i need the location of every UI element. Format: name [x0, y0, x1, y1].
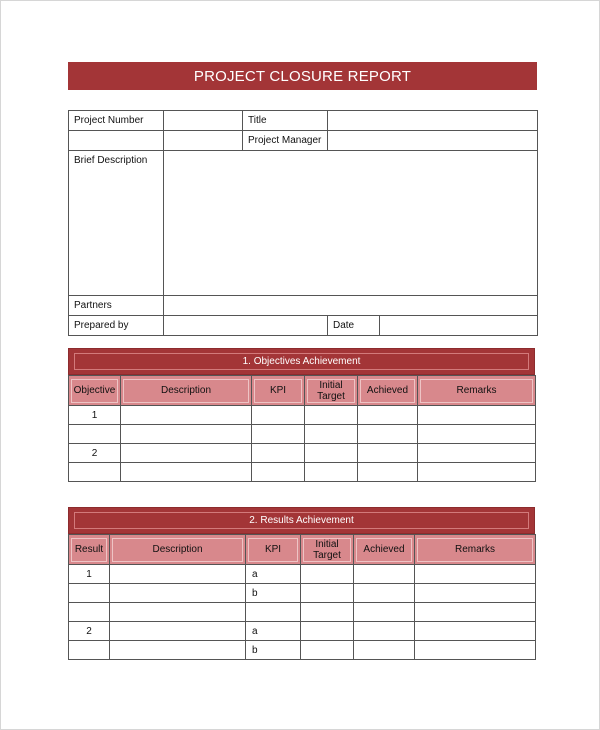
table-row [69, 444, 536, 463]
project-manager-field[interactable] [328, 131, 538, 151]
col-initial-target: Initial Target [301, 535, 354, 565]
objectives-section [68, 348, 535, 482]
col-kpi: KPI [252, 376, 305, 406]
col-description: Description [121, 376, 252, 406]
project-manager-label: Project Manager [243, 131, 328, 151]
col-achieved: Achieved [358, 376, 418, 406]
table-row [69, 622, 536, 641]
table-row [69, 406, 536, 425]
date-label: Date [328, 316, 380, 336]
results-section [68, 507, 535, 660]
table-row [69, 603, 536, 622]
results-heading-bar [68, 507, 535, 534]
result-number: 1 [69, 565, 110, 584]
col-result: Result [69, 535, 110, 565]
objective-number [69, 425, 121, 444]
brief-description-field[interactable] [164, 151, 538, 296]
project-number-field[interactable] [164, 111, 243, 131]
col-achieved: Achieved [354, 535, 415, 565]
blank-field[interactable] [164, 131, 243, 151]
project-info-table [68, 110, 538, 336]
partners-label: Partners [69, 296, 164, 316]
table-row [69, 641, 536, 660]
objectives-heading: 1. Objectives Achievement [74, 353, 529, 370]
col-kpi: KPI [246, 535, 301, 565]
project-number-label: Project Number [69, 111, 164, 131]
result-number [69, 603, 110, 622]
col-description: Description [110, 535, 246, 565]
kpi-label: b [246, 584, 301, 603]
col-objective: Objective [69, 376, 121, 406]
result-number: 2 [69, 622, 110, 641]
table-row [69, 463, 536, 482]
prepared-by-label: Prepared by [69, 316, 164, 336]
table-row [69, 565, 536, 584]
table-row [69, 425, 536, 444]
kpi-label: a [246, 622, 301, 641]
blank-label [69, 131, 164, 151]
objective-number [69, 463, 121, 482]
result-number [69, 584, 110, 603]
col-remarks: Remarks [415, 535, 536, 565]
col-initial-target: Initial Target [305, 376, 358, 406]
prepared-by-field[interactable] [164, 316, 328, 336]
title-field[interactable] [328, 111, 538, 131]
objectives-heading-bar [68, 348, 535, 375]
partners-field[interactable] [164, 296, 538, 316]
objective-number: 2 [69, 444, 121, 463]
result-number [69, 641, 110, 660]
results-heading: 2. Results Achievement [74, 512, 529, 529]
kpi-label: b [246, 641, 301, 660]
col-remarks: Remarks [418, 376, 536, 406]
results-table [68, 534, 536, 660]
kpi-label: a [246, 565, 301, 584]
table-row [69, 584, 536, 603]
brief-description-label: Brief Description [69, 151, 164, 296]
objectives-table [68, 375, 536, 482]
title-label: Title [243, 111, 328, 131]
date-field[interactable] [380, 316, 538, 336]
kpi-label [246, 603, 301, 622]
objective-number: 1 [69, 406, 121, 425]
report-title: PROJECT CLOSURE REPORT [68, 62, 537, 90]
